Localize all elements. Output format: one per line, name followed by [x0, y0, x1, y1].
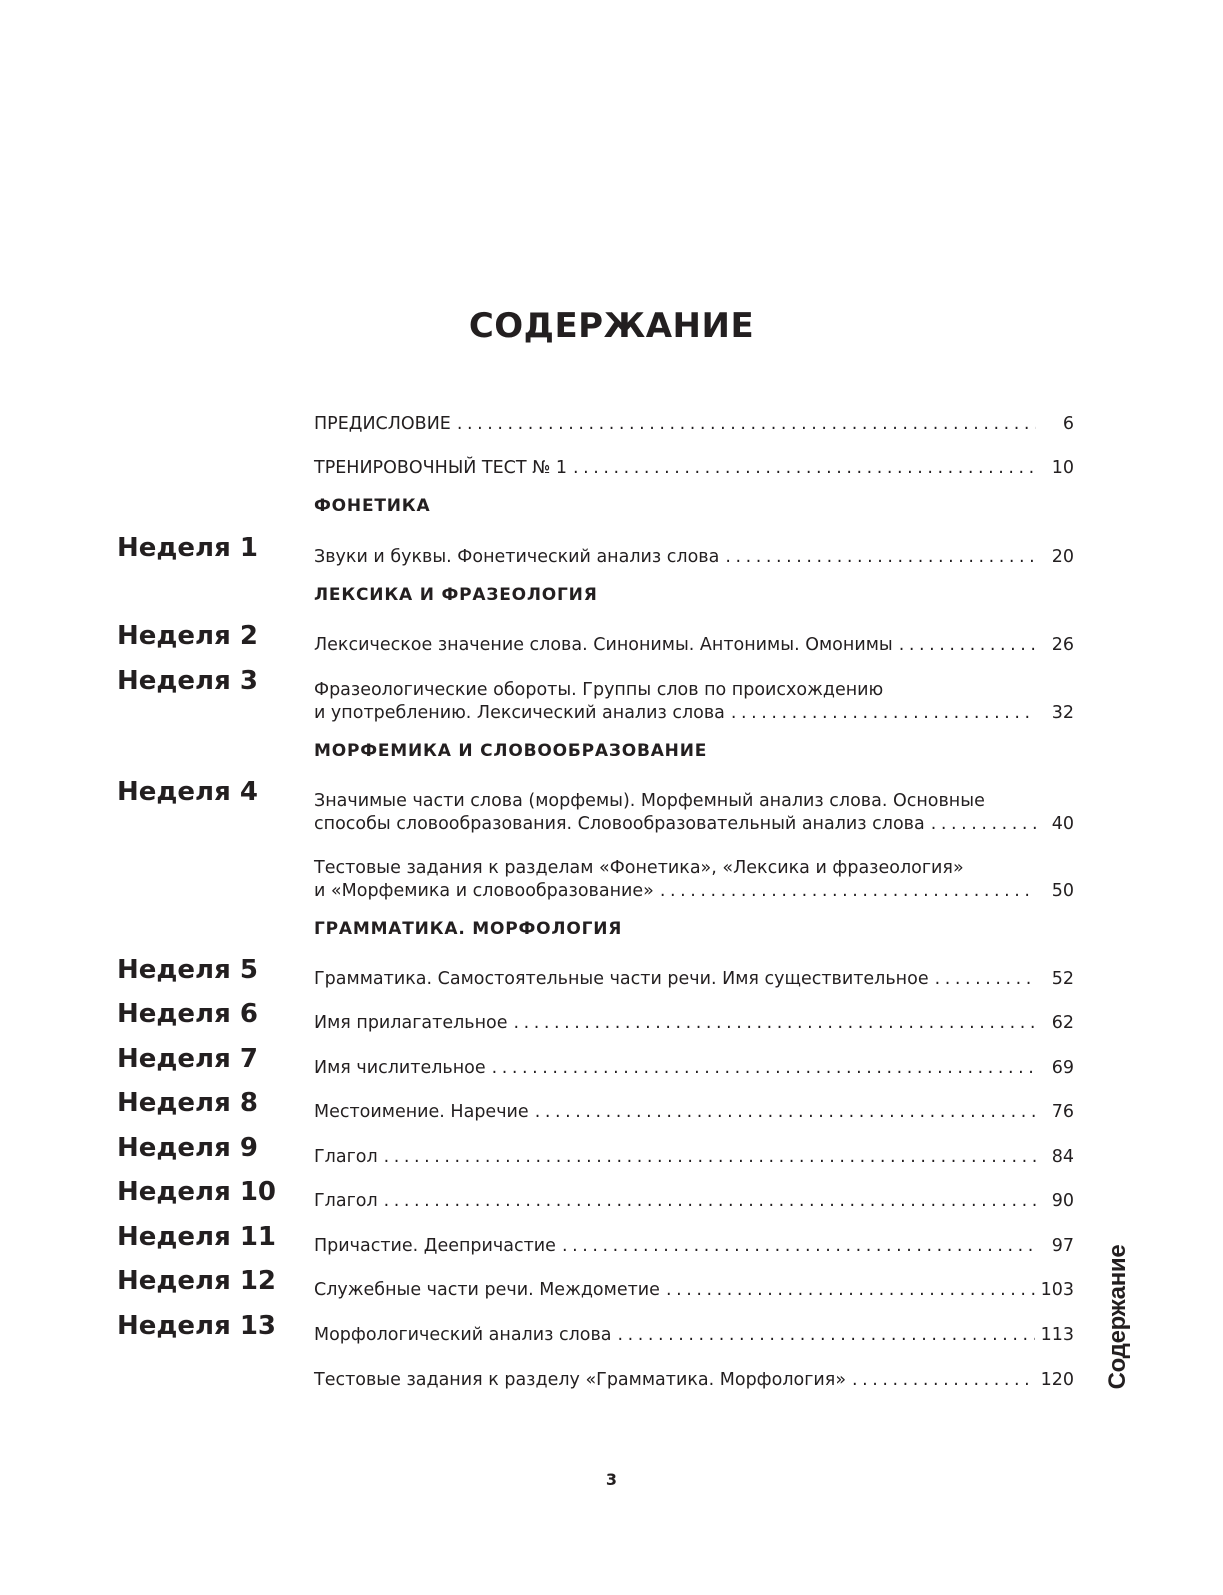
toc-entry[interactable]: [314, 1369, 1074, 1392]
toc-entry-text: Глагол: [314, 1147, 378, 1167]
toc-entry-text: и употреблению. Лексический анализ слова: [314, 703, 725, 723]
toc-entry[interactable]: [314, 1012, 1074, 1035]
toc-entry-text: Фразеологические обороты. Группы слов по происхождению: [314, 680, 884, 700]
toc-entry[interactable]: [314, 1057, 1074, 1080]
toc-entry-text: ТРЕНИРОВОЧНЫЙ ТЕСТ № 1: [314, 458, 568, 478]
toc-page-number: 50: [1051, 881, 1074, 901]
dot-leader: [852, 1369, 1035, 1392]
week-label: Неделя 9: [117, 1133, 258, 1163]
page-title: СОДЕРЖАНИЕ: [468, 306, 755, 346]
toc-entry-text: и «Морфемика и словообразование»: [314, 881, 654, 901]
toc-entry-text: Имя числительное: [314, 1058, 486, 1078]
toc-entry[interactable]: [314, 1190, 1074, 1213]
toc-entry[interactable]: [314, 1235, 1074, 1258]
toc-page-number: 52: [1051, 969, 1074, 989]
toc-entry[interactable]: [314, 968, 1074, 991]
toc-entry[interactable]: [314, 1279, 1074, 1302]
toc-page-number: 103: [1040, 1280, 1074, 1300]
dot-leader: [899, 634, 1036, 657]
week-label: Неделя 12: [117, 1266, 276, 1296]
dot-leader: [725, 546, 1036, 569]
section-heading-lexicology: ЛЕКСИКА И ФРАЗЕОЛОГИЯ: [314, 585, 598, 605]
dot-leader: [492, 1057, 1036, 1080]
week-label: Неделя 8: [117, 1088, 258, 1118]
toc-page-number: 32: [1051, 703, 1074, 723]
dot-leader: [384, 1190, 1036, 1213]
dot-leader: [562, 1235, 1036, 1258]
toc-entry-text: Лексическое значение слова. Синонимы. Антонимы. Омонимы: [314, 635, 893, 655]
toc-entry-text: Глагол: [314, 1191, 378, 1211]
toc-entry-text: Причастие. Деепричастие: [314, 1236, 556, 1256]
toc-entry-text: Тестовые задания к разделам «Фонетика», «Лексика и фразеология»: [314, 858, 964, 878]
week-label: Неделя 5: [117, 955, 258, 985]
toc-page-number: 69: [1051, 1058, 1074, 1078]
toc-page-number: 20: [1051, 547, 1074, 567]
dot-leader: [457, 413, 1036, 436]
toc-entry-text: ПРЕДИСЛОВИЕ: [314, 414, 451, 434]
toc-page-number: 10: [1051, 458, 1074, 478]
week-label: Неделя 4: [117, 777, 258, 807]
toc-entry[interactable]: [314, 413, 1074, 436]
toc-entry[interactable]: [314, 1101, 1074, 1124]
toc-entry[interactable]: [314, 1146, 1074, 1169]
toc-page-number: 26: [1051, 635, 1074, 655]
week-label: Неделя 7: [117, 1044, 258, 1074]
toc-page-number: 120: [1040, 1370, 1074, 1390]
dot-leader: [660, 880, 1036, 903]
toc-entry-text: Грамматика. Самостоятельные части речи. Имя существительное: [314, 969, 929, 989]
toc-page-number: 97: [1051, 1236, 1074, 1256]
toc-entry-text: Местоимение. Наречие: [314, 1102, 529, 1122]
toc-page-number: 90: [1051, 1191, 1074, 1211]
toc-page-number: 40: [1051, 814, 1074, 834]
dot-leader: [931, 813, 1036, 836]
week-label: Неделя 10: [117, 1177, 276, 1207]
week-label: Неделя 6: [117, 999, 258, 1029]
toc-entry[interactable]: [314, 1324, 1074, 1347]
toc-entry[interactable]: [314, 679, 1074, 725]
toc-entry-text: Звуки и буквы. Фонетический анализ слова: [314, 547, 720, 567]
dot-leader: [514, 1012, 1036, 1035]
week-label: Неделя 3: [117, 666, 258, 696]
dot-leader: [535, 1101, 1036, 1124]
toc-entry[interactable]: [314, 457, 1074, 480]
dot-leader: [731, 702, 1036, 725]
toc-entry[interactable]: [314, 634, 1074, 657]
week-label: Неделя 2: [117, 621, 258, 651]
dot-leader: [618, 1324, 1035, 1347]
dot-leader: [666, 1279, 1035, 1302]
toc-page-number: 62: [1051, 1013, 1074, 1033]
week-label: Неделя 11: [117, 1222, 276, 1252]
dot-leader: [384, 1146, 1036, 1169]
running-head-vertical: Содержание: [1104, 1244, 1131, 1390]
section-heading-grammar: ГРАММАТИКА. МОРФОЛОГИЯ: [314, 919, 623, 939]
toc-entry-text: Имя прилагательное: [314, 1013, 508, 1033]
toc-entry-text: Тестовые задания к разделу «Грамматика. Морфология»: [314, 1370, 847, 1390]
week-label: Неделя 13: [117, 1311, 276, 1341]
toc-entry-text: Служебные части речи. Междометие: [314, 1280, 660, 1300]
toc-entry[interactable]: [314, 546, 1074, 569]
section-heading-phonetics: ФОНЕТИКА: [314, 496, 431, 516]
toc-entry-text: Значимые части слова (морфемы). Морфемный анализ слова. Основные: [314, 791, 985, 811]
section-heading-morphemics: МОРФЕМИКА И СЛОВООБРАЗОВАНИЕ: [314, 741, 708, 761]
toc-page-number: 113: [1040, 1325, 1074, 1345]
dot-leader: [935, 968, 1036, 991]
toc-page-number: 6: [1062, 414, 1074, 434]
page-number: 3: [605, 1470, 618, 1489]
toc-entry[interactable]: [314, 790, 1074, 836]
toc-entry[interactable]: [314, 857, 1074, 903]
toc-entry-text: способы словообразования. Словообразовательный анализ слова: [314, 814, 925, 834]
toc-page-number: 76: [1051, 1102, 1074, 1122]
toc-entry-text: Морфологический анализ слова: [314, 1325, 612, 1345]
week-label: Неделя 1: [117, 533, 258, 563]
dot-leader: [573, 457, 1036, 480]
toc-page-number: 84: [1051, 1147, 1074, 1167]
